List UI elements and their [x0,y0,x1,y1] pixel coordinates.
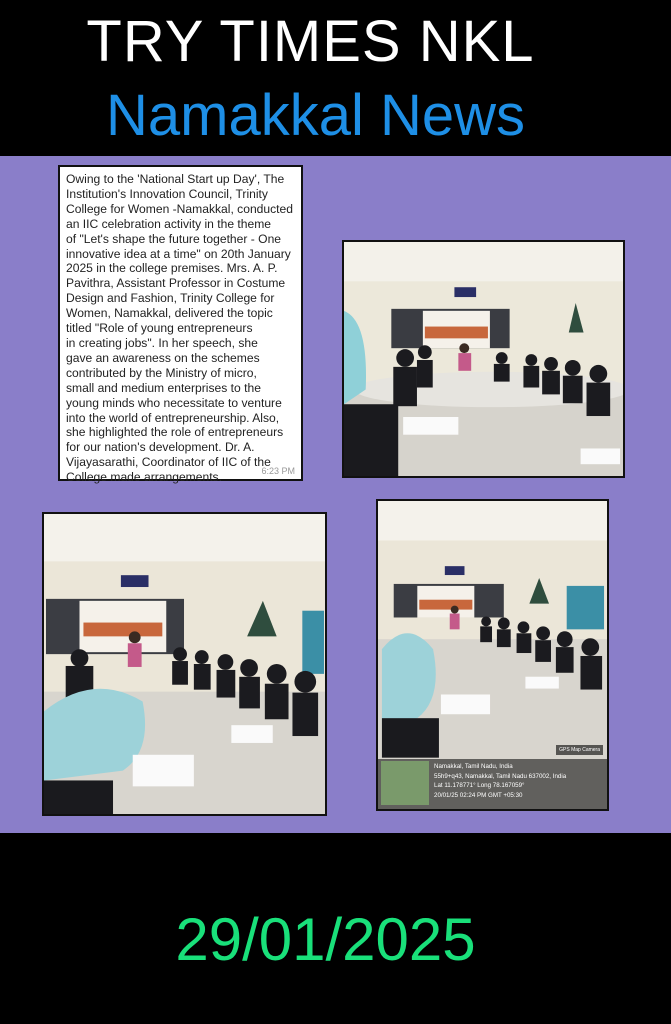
geotag-overlay [378,747,607,809]
geotag-text [434,762,566,800]
geotag-line-4: 20/01/25 02:24 PM GMT +05:30 [434,791,523,799]
header [0,0,671,156]
article-timestamp: 6:23 PM [261,466,295,476]
article-text: Owing to the 'National Start up Day', The Institution's Innovation Council, Trinity College for Women -Namakkal, conducted an IIC celebration activity in the theme of "Let's shape the future together - One innovative idea at a time" on 20th January 2025 in the college premises. Mrs. A. P. Pavithra, Assistant Professor in Costume Design and Fashion, Trinity College for Women, Namakkal, delivered the topic titled "Role of young entrepreneurs in creating jobs". In her speech, she gave an awareness on the schemes contributed by the Ministry of micro, small and medium enterprises to the young minds who necessitate to venture into the world of entrepreneurship. Also, she highlighted the role of entrepreneurs for our nation's development. Dr. A. Vijayasarathi, Coordinator of IIC of the College made arrangements. [66,172,293,485]
photo-seminar-3 [376,499,609,811]
photo-seminar-1 [342,240,625,478]
geotag-line-2: 55h9+q43, Namakkal, Tamil Nadu 637002, India [434,772,567,780]
geotag-badge: GPS Map Camera [556,745,603,755]
geotag-map-thumbnail [381,761,429,805]
seminar-photo-image [44,514,325,814]
seminar-photo-image [344,242,623,476]
page-subtitle: Namakkal News [106,83,525,148]
geotag-line-3: Lat 11.178771° Long 78.167059° [434,782,525,789]
article-card [58,165,303,485]
page-title: TRY TIMES NKL [86,9,535,74]
photo-seminar-2 [42,512,327,816]
footer-date: 29/01/2025 [175,906,476,973]
geotag-line-1: Namakkal, Tamil Nadu, India [434,763,513,770]
